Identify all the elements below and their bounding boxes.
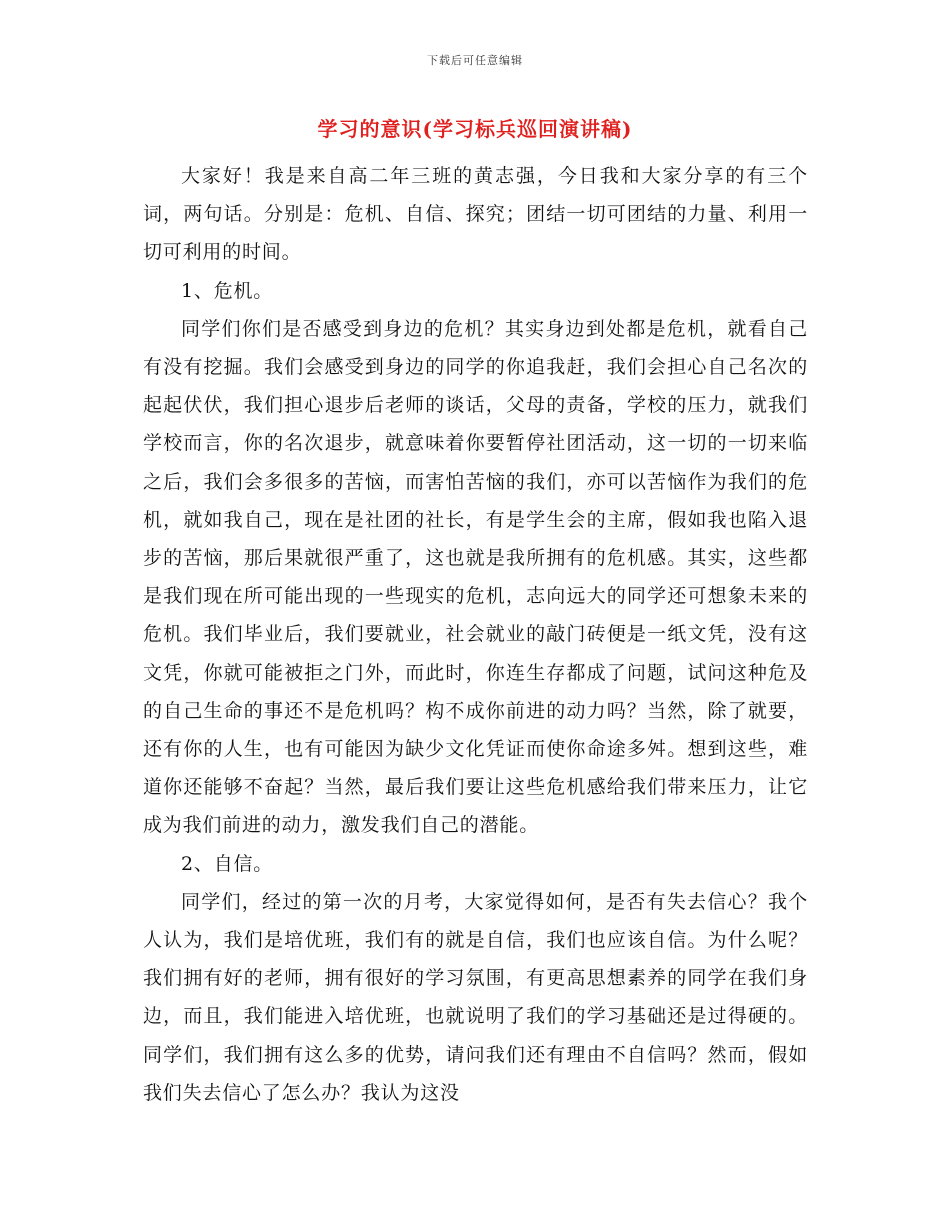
- paragraph-intro: 大家好！我是来自高二年三班的黄志强，今日我和大家分享的有三个词，两句话。分别是：危机、自信、探究；团结一切可团结的力量、利用一切可利用的时间。: [143, 165, 808, 264]
- document-body: [143, 157, 808, 1112]
- header-note: 下载后可任意编辑: [427, 54, 523, 67]
- section-heading-confidence: 2、自信。: [181, 852, 274, 875]
- document-title: 学习的意识(学习标兵巡回演讲稿): [317, 117, 633, 141]
- paragraph-crisis: 同学们你们是否感受到身边的危机？其实身边到处都是危机，就看自己有没有挖掘。我们会感受到身边的同学的你追我赶，我们会担心自己名次的起起伏伏，我们担心退步后老师的谈话，父母的责备，学校的压力，就我们学校而言，你的名次退步，就意味着你要暂停社团活动，这一切的一切来临之后，我们会多很多的苦恼，而害怕苦恼的我们，亦可以苦恼作为我们的危机，就如我自己，现在是社团的社长，有是学生会的主席，假如我也陷入退步的苦恼，那后果就很严重了，这也就是我所拥有的危机感。其实，这些都是我们现在所可能出现的一些现实的危机，志向远大的同学还可想象未来的危机。我们毕业后，我们要就业，社会就业的敲门砖便是一纸文凭，没有这文凭，你就可能被拒之门外，而此时，你连生存都成了问题，试问这种危及的自己生命的事还不是危机吗？构不成你前进的动力吗？当然，除了就要，还有你的人生，也有可能因为缺少文化凭证而使你命途多舛。想到这些，难道你还能够不奋起？当然，最后我们要让这些危机感给我们带来压力，让它成为我们前进的动力，激发我们自己的潜能。: [143, 317, 808, 837]
- paragraph-confidence: 同学们，经过的第一次的月考，大家觉得如何，是否有失去信心？我个人认为，我们是培优班，我们有的就是自信，我们也应该自信。为什么呢？我们拥有好的老师，拥有很好的学习氛围，有更高思想素养的同学在我们身边，而且，我们能进入培优班，也就说明了我们的学习基础还是过得硬的。同学们，我们拥有这么多的优势，请问我们还有理由不自信吗？然而，假如我们失去信心了怎么办？我认为这没: [143, 890, 808, 1104]
- section-heading-crisis: 1、危机。: [181, 279, 274, 302]
